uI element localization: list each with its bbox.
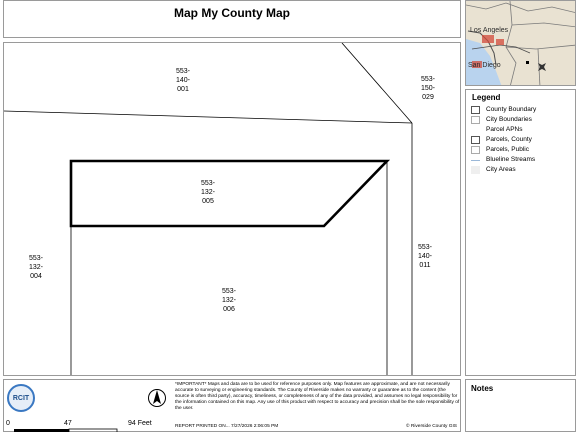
apn-label-553-132-006: 553- 132- 006 xyxy=(221,288,236,313)
notes-panel xyxy=(465,379,576,432)
county-boundary xyxy=(512,23,576,27)
urban-area xyxy=(482,35,494,43)
county-boundary xyxy=(506,1,516,86)
map-panel[interactable] xyxy=(3,42,461,376)
legend-swatch xyxy=(471,160,480,161)
scale-label-end: 94 Feet xyxy=(128,420,152,427)
notes-title: Notes xyxy=(471,384,494,393)
legend-item-parcel-apns: Parcel APNs xyxy=(486,126,523,133)
apn-label-553-150-029: 553- 150- 029 xyxy=(420,76,435,101)
apn-label-553-140-011: 553- 140- 011 xyxy=(417,244,432,269)
legend-item-city-boundaries: City Boundaries xyxy=(471,115,575,125)
apn-label-553-140-001: 553- 140- 001 xyxy=(175,68,190,93)
legend-item-county-boundary: County Boundary xyxy=(471,105,575,115)
apn-label-553-132-005: 553- 132- 005 xyxy=(200,180,215,205)
parcel-location-marker xyxy=(526,61,529,64)
north-arrow-icon xyxy=(148,387,166,409)
copyright-text: © Riverside County GIS xyxy=(406,424,457,429)
parcel-map[interactable] xyxy=(4,43,461,376)
title-panel xyxy=(3,0,461,38)
scale-label-start: 0 xyxy=(6,420,10,427)
footer-panel xyxy=(3,379,461,432)
overview-map[interactable] xyxy=(465,0,576,86)
parcel-line xyxy=(342,43,412,123)
urban-area xyxy=(496,39,504,45)
overview-label-san-diego: San Diego xyxy=(468,62,501,69)
county-boundary xyxy=(466,3,576,13)
selected-parcel-outline[interactable] xyxy=(71,161,387,226)
disclaimer-text: *IMPORTANT* Maps and data are to be used for reference purposes only. Map features are approximate, and are not necessarily accurate to surveying or engineering standards. The County of Riverside makes no warranty or guarantee as to the content (the source is often third party), accuracy, timeliness, or completeness of any of the data provided, and assumes no legal responsibility for the information contained on this map. Any use of this product with respect to accuracy and precision shall be the sole responsibility of the user. xyxy=(175,382,460,412)
legend-item-city-areas: City Areas xyxy=(471,165,575,175)
parcel-line xyxy=(4,111,412,123)
county-boundary xyxy=(538,49,540,86)
legend-item-blueline-streams: Blueline Streams xyxy=(471,155,575,165)
legend-swatch xyxy=(471,146,480,154)
apn-label-553-132-004: 553- 132- 004 xyxy=(28,255,43,280)
scale-label-mid: 47 xyxy=(64,420,72,427)
legend-item-parcels-public: Parcels, Public xyxy=(471,145,575,155)
rcit-logo: RCIT xyxy=(7,384,35,412)
map-title: Map My County Map xyxy=(174,6,290,20)
overview-map-graphic xyxy=(466,1,576,86)
legend-swatch xyxy=(471,106,480,114)
legend-title: Legend xyxy=(472,93,501,102)
overview-label-los-angeles: Los Angeles xyxy=(470,27,509,34)
printed-timestamp: REPORT PRINTED ON... 7/27/2026 2:06:05 PM xyxy=(175,424,279,429)
legend-item-parcels-county: Parcels, County xyxy=(471,135,575,145)
legend-panel xyxy=(465,89,576,376)
legend-swatch xyxy=(471,116,480,124)
legend-swatch xyxy=(471,136,480,144)
legend-swatch xyxy=(471,166,480,174)
